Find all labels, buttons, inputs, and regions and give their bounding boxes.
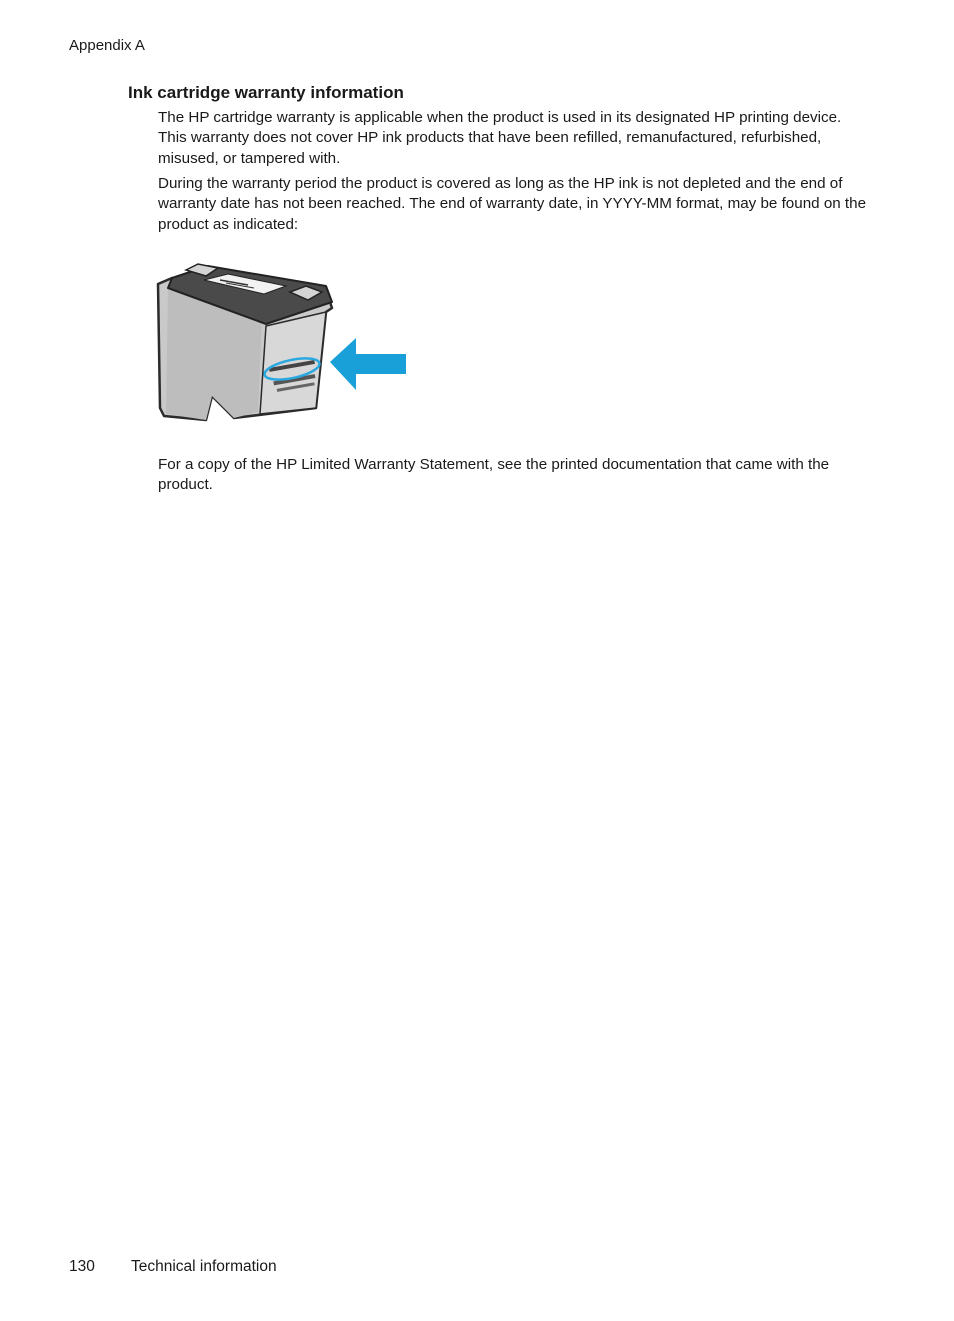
page-number: 130 bbox=[69, 1258, 95, 1275]
footer-chapter-title: Technical information bbox=[131, 1258, 277, 1275]
warranty-paragraph-2: During the warranty period the product is covered as long as the HP ink is not depleted and the end of warranty date has not been reached. The end of warranty date, in YYYY-MM format, may be found on the product as indicated: bbox=[158, 175, 867, 233]
running-header: Appendix A bbox=[69, 37, 145, 54]
pointer-arrow-icon bbox=[330, 338, 406, 390]
section-heading: Ink cartridge warranty information bbox=[128, 83, 404, 102]
warranty-paragraph-3: For a copy of the HP Limited Warranty Statement, see the printed documentation that came with the product. bbox=[158, 456, 830, 494]
ink-cartridge-figure bbox=[150, 258, 416, 428]
warranty-paragraph-1: The HP cartridge warranty is applicable when the product is used in its designated HP printing device. This warranty does not cover HP ink products that have been refilled, remanufactured, refurbished, misused, or tampered with. bbox=[158, 109, 842, 167]
cartridge-front-face bbox=[260, 312, 326, 414]
ink-cartridge-illustration bbox=[150, 258, 416, 428]
